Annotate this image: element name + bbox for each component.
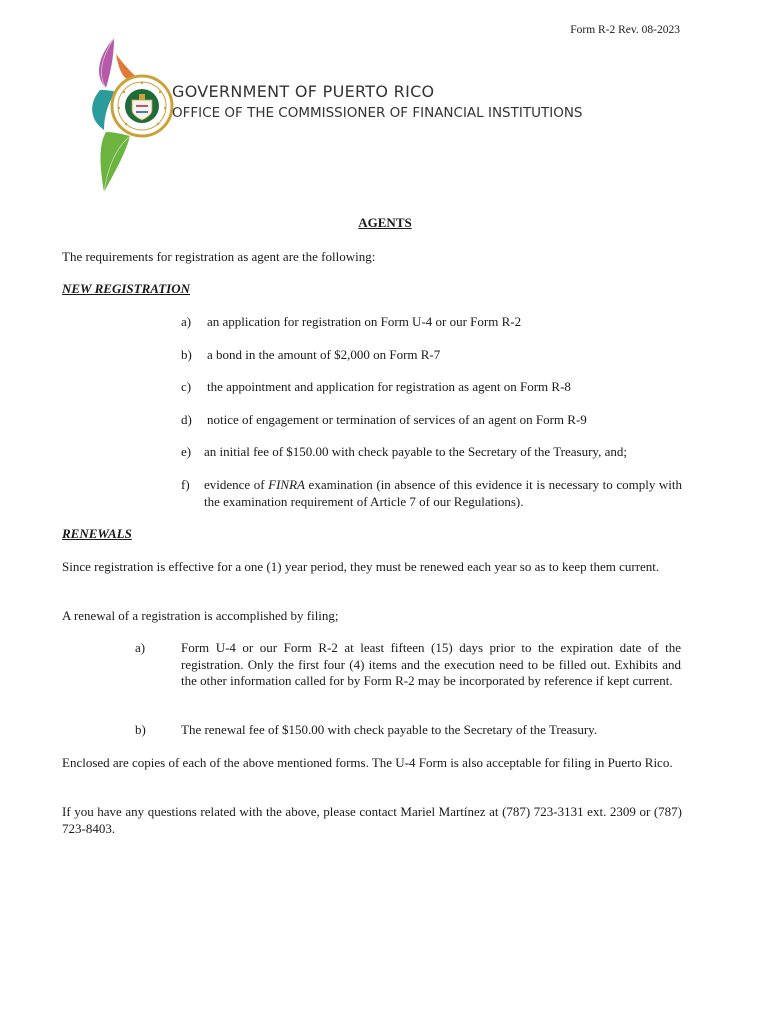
list-item-text: evidence of (204, 477, 269, 492)
list-item-marker: a) (135, 640, 146, 655)
form-id: Form R-2 Rev. 08-2023 (570, 24, 680, 36)
list-item-marker: e) (181, 444, 192, 459)
new-registration-heading: NEW REGISTRATION (62, 281, 190, 296)
renewals-paragraph: A renewal of a registration is accomplished by filing; (62, 608, 339, 623)
list-item: The renewal fee of $150.00 with check payable to the Secretary of the Treasury. (181, 722, 598, 737)
list-item-text: examination (in absence of this evidence it is necessary to comply with the examination requirement of Article 7 of our Regulations). (204, 477, 683, 509)
office-title: OFFICE OF THE COMMISSIONER OF FINANCIAL INSTITUTIONS (172, 105, 583, 121)
contact-paragraph: If you have any questions related with the above, please contact Mariel Martínez at (787) 723-3131 ext. 2309 or (787) 723-8403. (62, 804, 682, 836)
renewals-paragraph: Since registration is effective for a one (1) year period, they must be renewed each year so as to keep them current. (62, 559, 660, 574)
document-title: AGENTS (358, 215, 412, 230)
list-item: an initial fee of $150.00 with check payable to the Secretary of the Treasury, and; (204, 444, 627, 459)
list-item: a bond in the amount of $2,000 on Form R-7 (207, 347, 441, 362)
list-item (204, 477, 682, 510)
enclosed-paragraph: Enclosed are copies of each of the above mentioned forms. The U-4 Form is also acceptable for filing in Puerto Rico. (62, 755, 673, 770)
list-item: the appointment and application for registration as agent on Form R-8 (207, 379, 571, 394)
list-item: notice of engagement or termination of services of an agent on Form R-9 (207, 412, 587, 427)
intro-text: The requirements for registration as agent are the following: (62, 249, 376, 264)
finra-term: FINRA (268, 477, 305, 492)
list-item-marker: c) (181, 379, 192, 394)
government-title: GOVERNMENT OF PUERTO RICO (172, 82, 435, 101)
list-item: an application for registration on Form U-4 or our Form R-2 (207, 314, 522, 329)
list-item: Form U-4 or our Form R-2 at least fifteen (15) days prior to the expiration date of the registration. Only the first four (4) items and the execution need to be filled out. Exhibits and the other information called for by Form R-2 may be incorporated by reference if kept current. (181, 640, 681, 688)
renewals-heading: RENEWALS (62, 526, 132, 541)
list-item-marker: d) (181, 412, 192, 427)
puerto-rico-seal-icon (86, 36, 186, 196)
list-item-marker: f) (181, 477, 190, 492)
list-item-marker: b) (135, 722, 146, 737)
list-item-marker: b) (181, 347, 192, 362)
list-item-marker: a) (181, 314, 192, 329)
